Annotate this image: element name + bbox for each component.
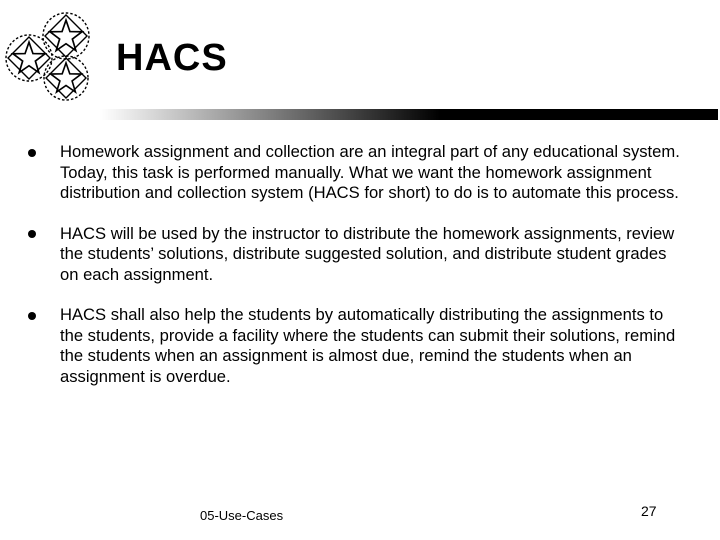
bullet-dot-icon [28, 230, 36, 238]
bullet-item [28, 142, 688, 204]
bullet-dot-icon [28, 312, 36, 320]
three-stars-logo-icon [2, 6, 102, 102]
bullet-list [28, 142, 688, 407]
slide-title: HACS [116, 37, 228, 79]
bullet-text: HACS will be used by the instructor to distribute the homework assignments, review the students’ solutions, distribute suggested solution, and distribute student grades on each assignment. [60, 223, 675, 284]
bullet-dot-icon [28, 149, 36, 157]
bullet-item [28, 224, 688, 286]
bullet-text: HACS shall also help the students by automatically distributing the assignments to the students, provide a facility where the students can submit their solutions, remind the students when an assignment is almost due, remind the students when an assignment is overdue. [60, 305, 676, 386]
bullet-text: Homework assignment and collection are an integral part of any educational system. Today, this task is performed manually. What we want the homework assignment distribution and collection system (HACS for short) to do is to automate this process. [60, 142, 680, 202]
bullet-item [28, 305, 688, 387]
title-divider [100, 109, 718, 120]
footer-label: 05-Use-Cases [200, 508, 284, 523]
page-number: 27 [641, 503, 657, 519]
